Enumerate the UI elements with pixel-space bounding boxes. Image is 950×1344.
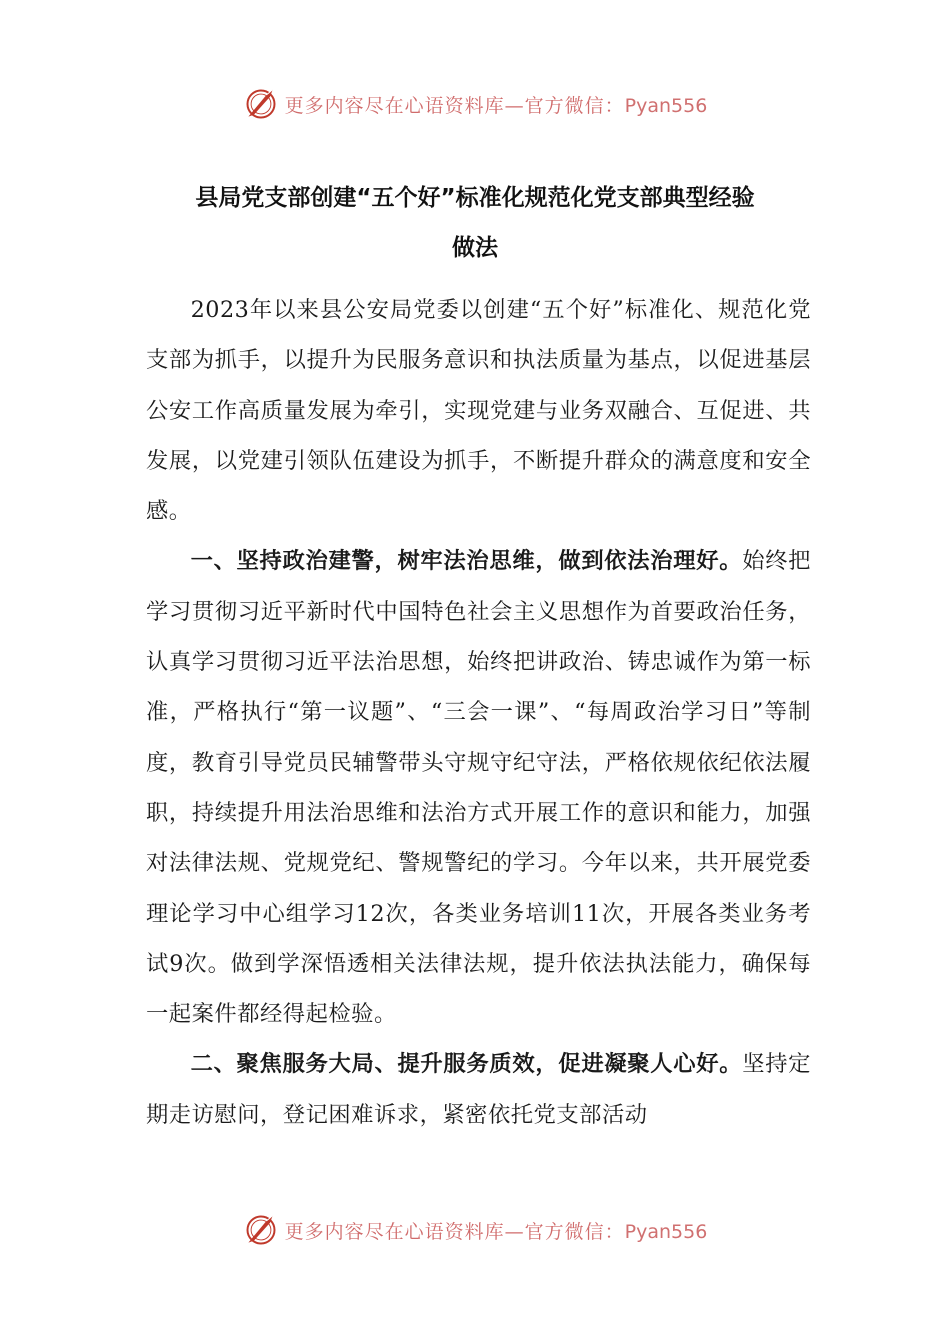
document-title-line-2: 做法 [452, 235, 498, 261]
section-1-paragraph [146, 536, 811, 1039]
watermark-wechat-id: Pyan556 [624, 94, 708, 117]
section-1-heading: 一、坚持政治建警，树牢法治思维，做到依法治理好。 [190, 548, 743, 575]
watermark-wechat-id: Pyan556 [624, 1220, 708, 1243]
quill-pen-logo-icon [243, 86, 279, 122]
document-title-line-1: 县局党支部创建“五个好”标准化规范化党支部典型经验 [195, 185, 755, 211]
watermark-text: 更多内容尽在心语资料库—官方微信：Pyan556 [284, 1220, 708, 1243]
watermark-text: 更多内容尽在心语资料库—官方微信：Pyan556 [284, 94, 708, 117]
document-body [146, 285, 811, 1140]
intro-paragraph: 2023年以来县公安局党委以创建“五个好”标准化、规范化党支部为抓手，以提升为民服务意识和执法质量为基点，以促进基层公安工作高质量发展为牵引，实现党建与业务双融合、互促进、共发展，以党建引领队伍建设为抓手，不断提升群众的满意度和安全感。 [146, 297, 811, 525]
quill-pen-logo-icon [243, 1212, 279, 1248]
section-1-body: 始终把学习贯彻习近平新时代中国特色社会主义思想作为首要政治任务，认真学习贯彻习近平法治思想，始终把讲政治、铸忠诚作为第一标准，严格执行“第一议题”、“三会一课”、“每周政治学习日”等制度，教育引导党员民辅警带头守规守纪守法，严格依规依纪依法履职，持续提升用法治思维和法治方式开展工作的意识和能力，加强对法律法规、党规党纪、警规警纪的学习。今年以来，共开展党委理论学习中心组学习12次，各类业务培训11次，开展各类业务考试9次。做到学深悟透相关法律法规，提升依法执法能力，确保每一起案件都经得起检验。 [146, 548, 811, 1028]
section-2-paragraph [146, 1039, 811, 1140]
section-2-heading: 二、聚焦服务大局、提升服务质效，促进凝聚人心好。 [190, 1051, 743, 1078]
watermark-footer [0, 1210, 950, 1250]
section-2-body: 坚持定期走访慰问，登记困难诉求，紧密依托党支部活动 [146, 1051, 811, 1128]
watermark-header [0, 84, 950, 124]
